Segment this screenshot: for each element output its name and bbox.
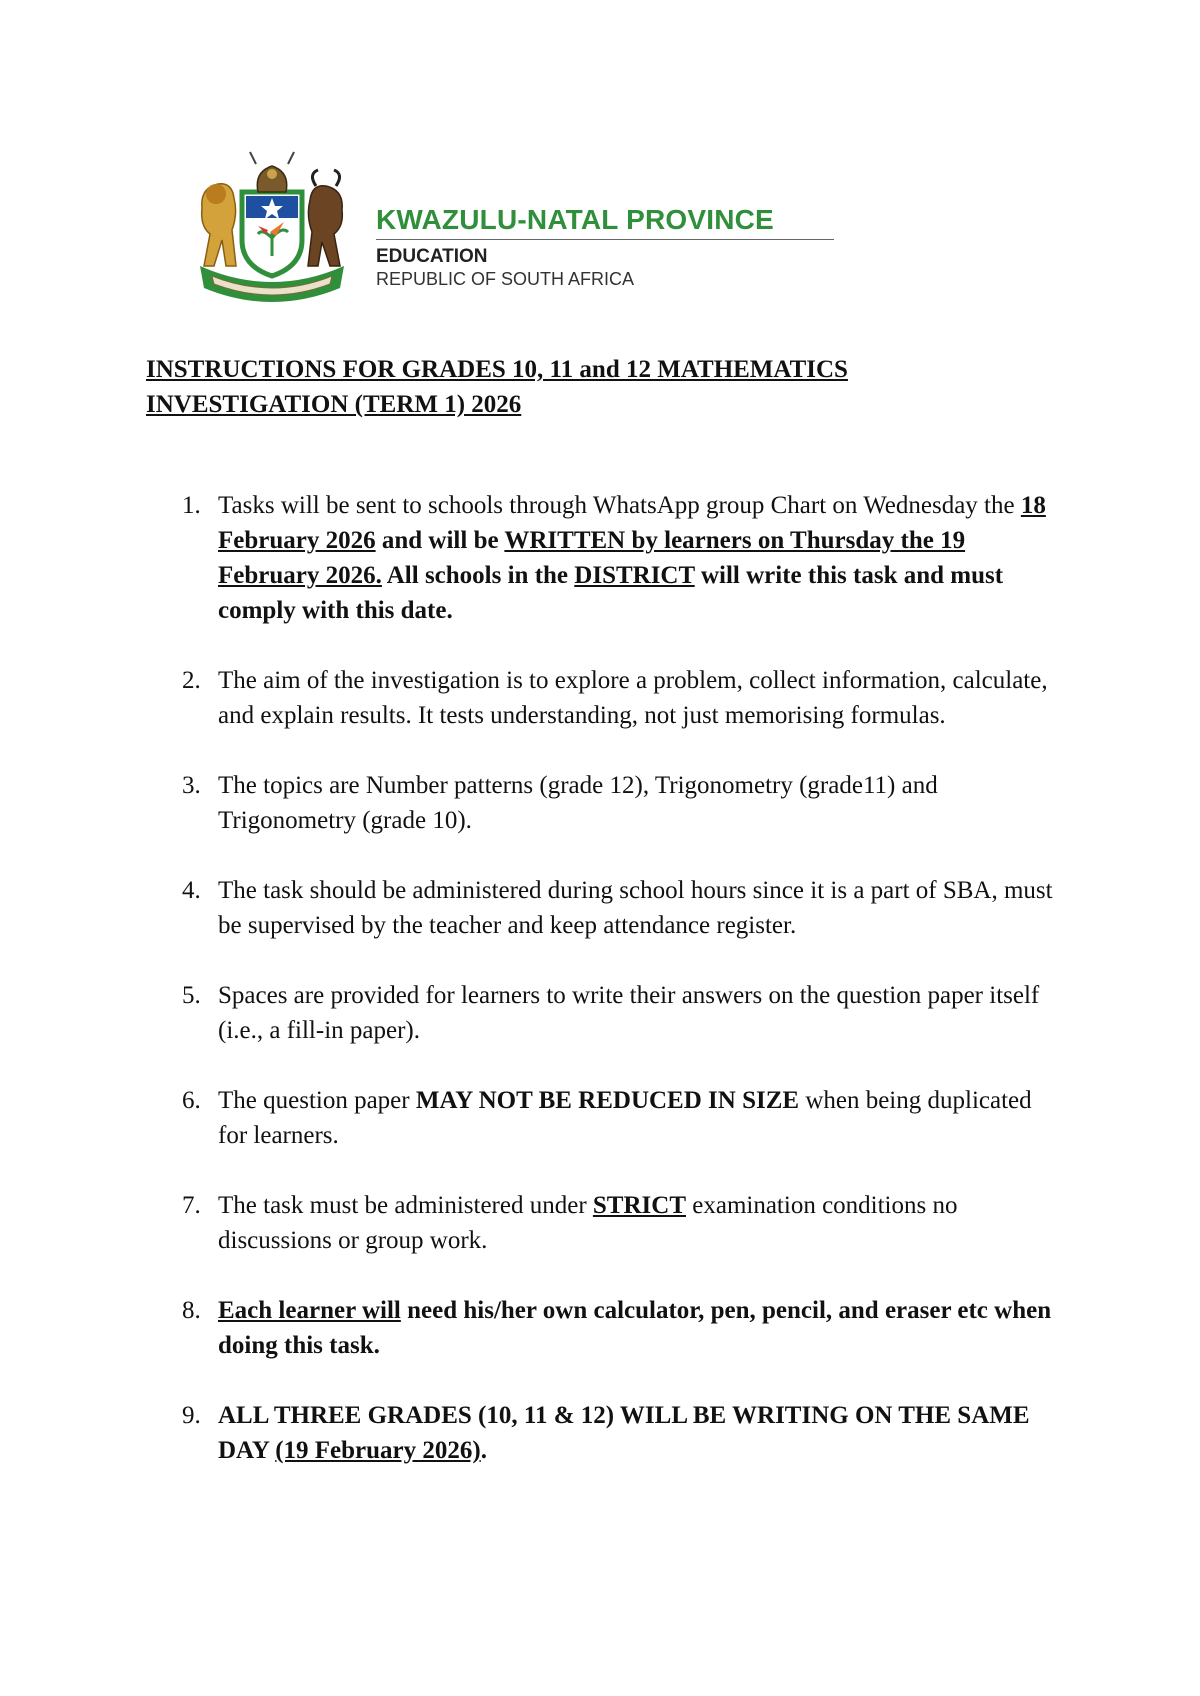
item-text-bold: need his/her own calculator, pen, pencil, and eraser etc when doing this task. [218,1297,1052,1359]
letterhead [192,148,852,308]
item-text: The question paper [218,1087,416,1114]
item-text: The topics are Number patterns (grade 12), Trigonometry (grade11) and Trigonometry (grade 10). [218,772,938,834]
item-number: 1. [182,492,201,519]
item-text: examination conditions no discussions or group work. [218,1192,958,1254]
department-branding [376,204,836,290]
item-text: The task must be administered under [218,1192,593,1219]
item-number: 6. [182,1087,201,1114]
item-number: 3. [182,772,201,799]
item-date-highlight: (19 February 2026) [275,1437,481,1464]
instruction-list [146,488,1066,1468]
item-emphasis: STRICT [592,1192,686,1219]
item-text-bold: . [480,1437,487,1464]
instruction-item-1 [146,488,1066,628]
item-text-bold: and will be [375,527,505,554]
item-text: The aim of the investigation is to explore a problem, collect information, calculate, and explain results. It tests understanding, not just memorising formulas. [218,667,1048,729]
item-text-bold: ALL THREE GRADES (10, 11 & 12) WILL BE WRITING ON THE SAME DAY [218,1402,1030,1464]
item-district-highlight: DISTRICT [574,562,695,589]
instruction-item-3 [146,768,1066,838]
item-text-bold: All schools in the [381,562,575,589]
instruction-item-2 [146,663,1066,733]
item-number: 8. [182,1297,201,1324]
title-line-1: INSTRUCTIONS FOR GRADES 10, 11 and 12 MATHEMATICS [146,356,848,383]
instruction-item-6 [146,1083,1066,1153]
item-number: 5. [182,982,201,1009]
item-text: Tasks will be sent to schools through WhatsApp group Chart on Wednesday the [218,492,1021,519]
coat-of-arms-icon [192,148,352,308]
item-number: 4. [182,877,201,904]
item-date-highlight: 18 February 2026 [218,492,1046,554]
item-text: The task should be administered during school hours since it is a part of SBA, must be supervised by the teacher and keep attendance register. [218,877,1053,939]
province-name: KWAZULU-NATAL PROVINCE [376,204,774,235]
document-title [146,352,1046,422]
item-number: 9. [182,1402,201,1429]
header-divider [376,239,834,240]
item-emphasis: MAY NOT BE REDUCED IN SIZE [415,1087,800,1114]
instruction-item-5 [146,978,1066,1048]
item-text-bold: will write this task and must comply with this date. [218,562,1004,624]
item-number: 7. [182,1192,201,1219]
item-emphasis: Each learner will [218,1297,401,1324]
item-text: when being duplicated for learners. [218,1087,1032,1149]
instruction-item-9 [146,1398,1066,1468]
item-written-highlight: WRITTEN by learners on Thursday the 19 February 2026. [218,527,966,589]
instruction-item-8 [146,1293,1066,1363]
country-name: REPUBLIC OF SOUTH AFRICA [376,269,635,289]
instruction-item-4 [146,873,1066,943]
department-name: EDUCATION [376,246,488,267]
item-text: Spaces are provided for learners to write their answers on the question paper itself (i.e., a fill-in paper). [218,982,1040,1044]
item-number: 2. [182,667,201,694]
title-line-2: INVESTIGATION (TERM 1) 2026 [146,391,522,418]
instruction-item-7 [146,1188,1066,1258]
